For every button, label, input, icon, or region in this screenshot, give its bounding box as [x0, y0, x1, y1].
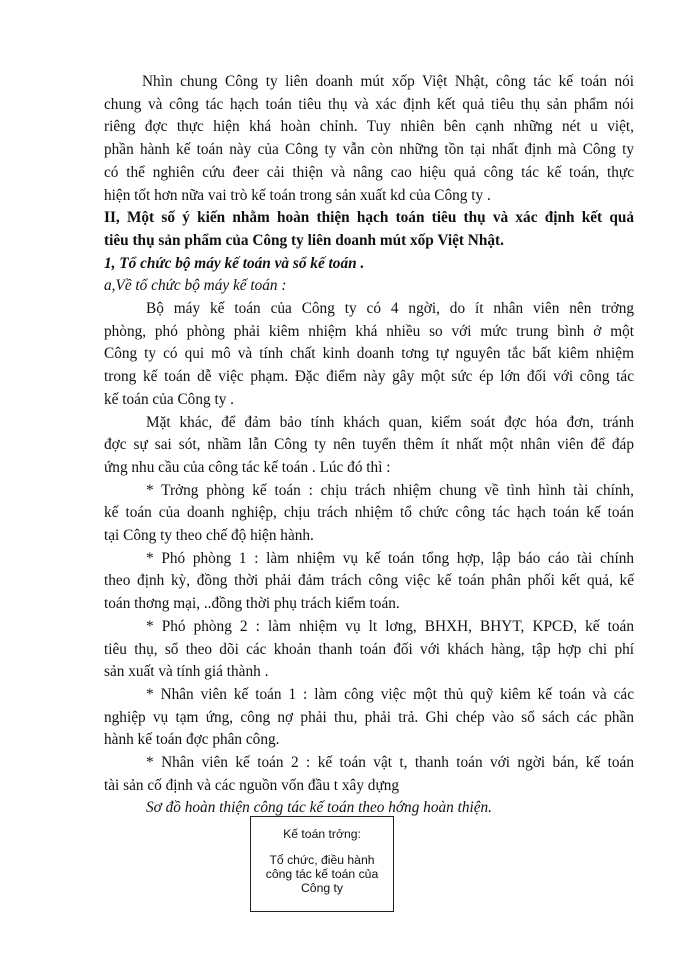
org-chart-box-line: Công ty: [300, 881, 343, 895]
text-line: Nhìn chung Công ty liên doanh mút xốp Việt Nhật, công tác kế toán nói: [142, 73, 634, 90]
text-line: có thể nghiên cứu đeer cải thiện và nâng cao hiệu quả công tác kế toán, thực: [104, 164, 634, 181]
text-line: Mặt khác, để đảm bảo tính khách quan, kiểm soát đợc hóa đơn, tránh: [146, 414, 634, 431]
text-line: tài sản cố định và các nguồn vốn đầu t xây dựng: [104, 777, 400, 794]
text-line: toán thơng mại, ..đồng thời phụ trách kiểm toán.: [104, 595, 400, 612]
text-line: kế toán của doanh nghiệp, chịu trách nhiệm tổ chức công tác hạch toán kế toán: [104, 504, 634, 521]
text-line: nghiệp vụ tạm ứng, công nợ phải thu, phải trả. Ghi chép vào sổ sách các phần: [104, 709, 634, 726]
text-line: * Phó phòng 1 : làm nhiệm vụ kế toán tổng hợp, lập báo cáo tài chính: [146, 550, 634, 567]
text-line: * Phó phòng 2 : làm nhiệm vụ lt lơng, BHXH, BHYT, KPCĐ, kế toán: [146, 618, 634, 635]
text-line: đợc sự sai sót, nhầm lẫn Công ty nên tuyển thêm ít nhất một nhân viên để đáp: [104, 436, 634, 453]
text-line: Bộ máy kế toán của Công ty có 4 ngời, do ít nhân viên nên trởng: [146, 300, 634, 317]
text-line: 1, Tổ chức bộ máy kế toán và sổ kế toán .: [104, 255, 365, 272]
org-chart-box-description: [251, 853, 393, 895]
text-line: hiện tốt hơn nữa vai trò kế toán trong sản xuất kd của Công ty .: [104, 187, 491, 204]
text-line: hành kế toán đợc phân công.: [104, 731, 280, 748]
text-line: chung và công tác hạch toán tiêu thụ và xác định kết quả tiêu thụ sản phẩm nói: [104, 96, 634, 113]
text-line: tiêu thụ sản phẩm của Công ty liên doanh mút xốp Việt Nhật.: [104, 232, 504, 249]
text-line: * Nhân viên kế toán 2 : kế toán vật t, thanh toán với ngời bán, kế toán: [146, 754, 634, 771]
text-line: * Nhân viên kế toán 1 : làm công việc một thủ quỹ kiêm kế toán và các: [146, 686, 634, 703]
text-line: tại Công ty theo chế độ hiện hành.: [104, 527, 314, 544]
org-chart-box-line: công tác kế toán của: [265, 867, 379, 881]
org-chart-box-title: Kế toán trởng:: [283, 827, 361, 841]
text-line: Sơ đồ hoàn thiện công tác kế toán theo hớng hoàn thiện.: [146, 799, 493, 816]
text-line: * Trởng phòng kế toán : chịu trách nhiệm chung về tình hình tài chính,: [146, 482, 634, 499]
text-line: riêng đợc thực hiện khá hoàn chỉnh. Tuy nhiên bên cạnh những nét u việt,: [104, 118, 634, 135]
text-line: Công ty có qui mô và tính chất kinh doanh tơng tự nguyên tắc bất kiêm nhiệm: [104, 345, 634, 362]
org-chart-box-line: Tổ chức, điều hành: [269, 853, 375, 867]
org-chart-box-chief-accountant: [250, 816, 394, 912]
text-line: II, Một số ý kiến nhằm hoàn thiện hạch toán tiêu thụ và xác định kết quả: [104, 209, 634, 226]
text-line: kế toán của Công ty .: [104, 391, 234, 408]
text-line: theo định kỳ, đồng thời phải đảm trách công việc kế toán phân phối kết quả, kế: [104, 572, 634, 589]
text-line: sản xuất và tính giá thành .: [104, 663, 269, 680]
text-line: tiêu thụ, sổ theo dõi các khoản thanh toán đối với khách hàng, tập hợp chi phí: [104, 641, 634, 658]
text-line: phòng, phó phòng phải kiêm nhiệm khá nhiều so với mức trung bình ở một: [104, 323, 634, 340]
text-line: phần hành kế toán này của Công ty vẫn còn những tồn tại nhất định mà Công ty: [104, 141, 634, 158]
text-line: a,Về tổ chức bộ máy kế toán :: [104, 277, 287, 294]
text-line: ứng nhu cầu của công tác kế toán . Lúc đó thì :: [104, 459, 391, 476]
text-line: trong kế toán dễ việc phạm. Đặc điểm này gây một sức ép lớn đối với công tác: [104, 368, 634, 385]
